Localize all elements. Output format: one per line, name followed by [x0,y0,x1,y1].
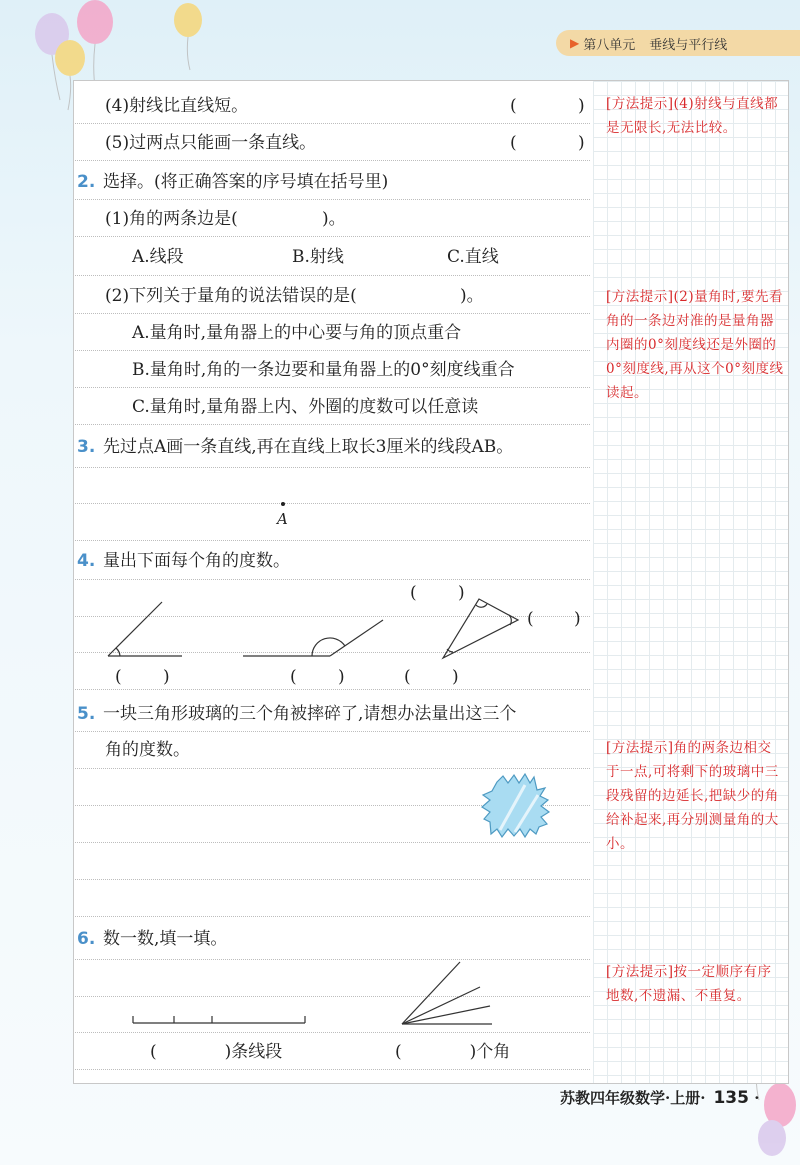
angle-3-bottom-paren-open: ( [404,667,411,687]
point-a-label: A [277,510,288,528]
q2-1-stem: (1)角的两条边是( [105,209,238,229]
q2-2-option-b: B.量角时,角的一条边要和量角器上的0°刻度线重合 [132,360,515,380]
ray-1 [402,962,460,1024]
q1-item5-paren-open: ( [510,133,517,153]
q2-1-stem-end: )。 [322,209,346,229]
book-title: 苏教四年级数学·上册· [560,1089,706,1107]
q1-item4-paren-close: ) [578,96,585,116]
angle-3-bottom-paren-close: ) [452,667,459,687]
q2-2-option-c: C.量角时,量角器上内、外圈的度数可以任意读 [132,397,479,417]
q2-prompt: 选择。(将正确答案的序号填在括号里) [103,172,389,192]
angle-1-paren-close: ) [163,667,170,687]
chapter-label: 第八单元 [583,37,636,53]
q1-item5-paren-close: ) [578,133,585,153]
q5-number: 5. [77,704,96,724]
q2-2-stem-end: )。 [460,286,484,306]
q6-prompt: 数一数,填一填。 [103,929,228,949]
tip-counting: [方法提示]按一定顺序有序地数,不遗漏、不重复。 [606,964,772,1004]
angle-3-top-paren-open: ( [410,583,417,603]
q6-answer-angles: ( )个角 [395,1042,511,1062]
q5-prompt-line1: 一块三角形玻璃的三个角被摔碎了,请想办法量出这三个 [103,704,517,724]
q2-1-option-a: A.线段 [132,247,184,267]
q2-1-option-c: C.直线 [447,247,499,267]
angle-3-right-paren-open: ( [527,609,534,629]
q2-2-stem: (2)下列关于量角的说法错误的是( [105,286,357,306]
q2-number: 2. [77,172,96,192]
footer-dot: · [754,1089,760,1107]
q1-item5: (5)过两点只能画一条直线。 [105,133,317,153]
topic-label: 垂线与平行线 [649,37,728,53]
q6-number: 6. [77,929,96,949]
tip-protractor: [方法提示](2)量角时,要先看角的一条边对准的是量角器内圈的0°刻度线还是外圈的0°刻度线,再从这个0°刻度线读起。 [606,289,784,401]
q2-1-option-b: B.射线 [292,247,344,267]
q3-prompt: 先过点A画一条直线,再在直线上取长3厘米的线段AB。 [103,437,514,457]
angle-3-top-paren-close: ) [458,583,465,603]
q1-item4-paren-open: ( [510,96,517,116]
tip-broken-glass: [方法提示]角的两条边相交于一点,可将剩下的玻璃中三段残留的边延长,把缺少的角给补起来,再分别测量角的大小。 [606,740,779,852]
angle-1-paren-open: ( [115,667,122,687]
q4-number: 4. [77,551,96,571]
q2-2-option-a: A.量角时,量角器上的中心要与角的顶点重合 [132,323,462,343]
ray-2 [402,987,480,1024]
ray-3 [402,1006,490,1024]
tip-ray-line: [方法提示](4)射线与直线都是无限长,无法比较。 [606,96,779,136]
page-number: 135 [713,1088,749,1108]
q1-item4: (4)射线比直线短。 [105,96,249,116]
angle-2-paren-close: ) [338,667,345,687]
q4-prompt: 量出下面每个角的度数。 [103,551,290,571]
angle-2-paren-open: ( [290,667,297,687]
angle-3-right-paren-close: ) [574,609,581,629]
q5-prompt-line2: 角的度数。 [105,740,190,760]
page-footer [560,1083,759,1113]
q3-number: 3. [77,437,96,457]
triangle-icon: ▶ [570,36,580,50]
q6-answer-segments: ( )条线段 [150,1042,283,1062]
